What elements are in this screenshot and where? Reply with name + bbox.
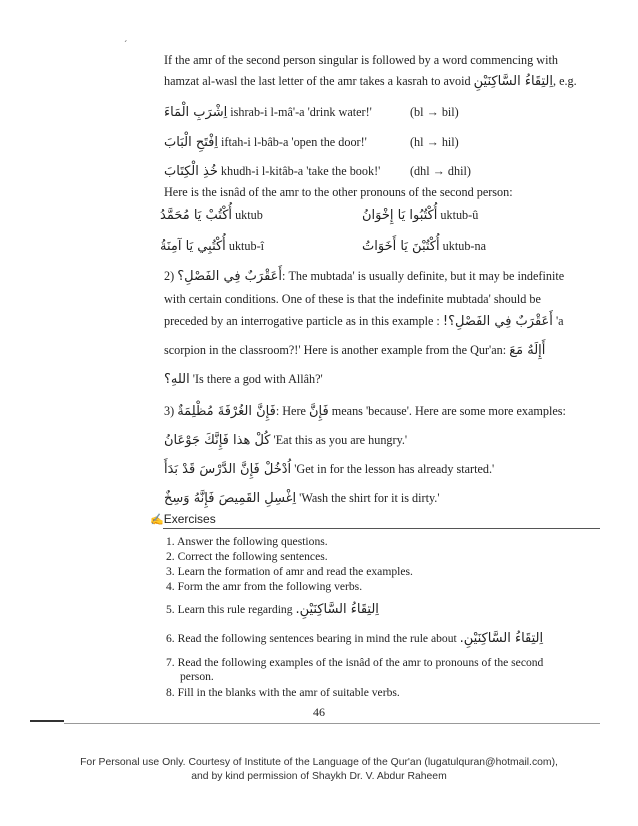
conjugation-arabic: أُكْتُبُوا يَا إِخْوَانُ [362, 208, 438, 223]
section-2-line-2: with certain conditions. One of these is that the indefinite mubtada' should be [164, 292, 541, 306]
conjugation-arabic: أُكْتُبِي يَا آمِنَةُ [160, 239, 226, 254]
exercise-item-text: 6. Read the following sentences bearing in mind the rule about [166, 632, 457, 645]
example-rule: (dhl → dhil) [410, 164, 471, 178]
exercise-item: 2. Correct the following sentences. [166, 550, 328, 563]
section-2-translation: 'Is there a god with Allâh?' [192, 372, 323, 386]
section-3-example-text: 'Eat this as you are hungry.' [273, 433, 408, 447]
section-2-quran-arabic: أَإِلَهٌ مَعَ [509, 343, 546, 358]
section-2-arabic: أَعَقْرَبٌ فِي الفَصْلِ؟ [177, 269, 283, 284]
intro-line-1: If the amr of the second person singular is followed by a word commencing with [164, 53, 558, 67]
example-text: iftah-i l-bâb-a 'open the door!' [221, 135, 367, 149]
example-text: khudh-i l-kitâb-a 'take the book!' [220, 164, 381, 178]
exercises-heading [150, 512, 216, 526]
section-3-text: means 'because'. Here are some more examples: [331, 404, 566, 418]
intro-line-2-text: hamzat al-wasl the last letter of the amr takes a kasrah to avoid [164, 74, 471, 88]
section-2-line-1 [164, 268, 564, 285]
example-rule: (bl → bil) [410, 105, 459, 119]
section-2-quran-arabic: اللهِ؟ [164, 372, 190, 387]
intro-eg: , e.g. [553, 74, 577, 88]
conjugation-translit: uktub-û [440, 208, 479, 222]
conjugation-translit: uktub-na [442, 239, 486, 253]
section-3-text: : Here [275, 404, 306, 418]
intro-arabic-term: اِلتِقَاءُ السَّاكِنَيْنِ [473, 74, 553, 89]
conjugation-cell [160, 238, 264, 255]
stray-mark: ´ [124, 40, 128, 51]
left-rule-mark [30, 720, 64, 722]
exercise-item: 8. Fill in the blanks with the amr of suitable verbs. [166, 686, 400, 699]
section-3-arabic: فَإِنَّ الغُرْفَةَ مُظْلِمَةٌ [177, 404, 276, 419]
conjugation-cell [362, 207, 478, 224]
exercises-title: Exercises [163, 512, 216, 526]
section-2-line-5 [164, 371, 323, 388]
exercise-item: 7. Read the following examples of the isnâd of the amr to pronouns of the second [166, 656, 544, 669]
example-arabic: اِشْرَبِ الْمَاءَ [164, 105, 228, 120]
section-3-example [164, 432, 407, 449]
pencil-icon: ✍ [150, 514, 164, 526]
footer-line-2: and by kind permission of Shaykh Dr. V. Abdur Raheem [191, 771, 447, 782]
example-row-2 [164, 134, 367, 151]
section-2-line-3 [164, 313, 564, 330]
section-3-arabic-word: فَإِنَّ [308, 404, 329, 419]
exercise-item: 3. Learn the formation of amr and read the examples. [166, 565, 413, 578]
exercise-item: 1. Answer the following questions. [166, 535, 328, 548]
conjugation-arabic: أُكْتُبْنَ يَا أَخَوَاتُ [362, 239, 440, 254]
section-2-arabic-example: أَعَقْرَبٌ فِي الفَصْلِ؟! [442, 314, 553, 329]
conjugation-cell [362, 238, 486, 255]
exercises-divider [163, 528, 600, 529]
section-number: 3) [164, 404, 175, 418]
section-3-example-arabic: كُلْ هذا فَإِنَّكَ جَوْعَانُ [164, 433, 271, 448]
conjugation-translit: uktub [235, 208, 263, 222]
exercise-item-text: 5. Learn this rule regarding [166, 603, 293, 616]
example-rule: (hl → hil) [410, 135, 459, 149]
exercise-item-arabic: اِلتِقَاءُ السَّاكِنَيْنِ. [295, 602, 379, 617]
example-row-3 [164, 163, 380, 180]
section-2-text: : The mubtada' is usually definite, but it may be indefinite [282, 269, 565, 283]
section-2-text: preceded by an interrogative particle as in this example : [164, 314, 440, 328]
conjugation-arabic: أُكْتُبْ يَا مُحَمَّدُ [160, 208, 233, 223]
example-row-1 [164, 104, 372, 121]
isnad-intro: Here is the isnâd of the amr to the other pronouns of the second person: [164, 185, 513, 199]
conjugation-translit: uktub-î [228, 239, 265, 253]
example-arabic: خُذِ الْكِتَابَ [164, 164, 218, 179]
exercise-item [166, 603, 379, 617]
section-3-example-text: 'Get in for the lesson has already started.' [294, 462, 495, 476]
section-2-text: scorpion in the classroom?!' Here is another example from the Qur'an: [164, 343, 507, 357]
bottom-rule [64, 723, 600, 724]
section-3-example-text: 'Wash the shirt for it is dirty.' [299, 491, 440, 505]
example-arabic: اِفْتَحِ الْبَابَ [164, 135, 218, 150]
exercise-item [166, 632, 543, 646]
conjugation-cell [160, 207, 263, 224]
exercise-item: 4. Form the amr from the following verbs. [166, 580, 363, 593]
section-2-quote: 'a [555, 314, 564, 328]
example-text: ishrab-i l-mâ'-a 'drink water!' [230, 105, 372, 119]
exercise-item-arabic: اِلتِقَاءُ السَّاكِنَيْنِ. [459, 631, 544, 646]
section-3-example-arabic: اِغْسِلِ القَمِيصَ فَإِنَّهُ وَسِخٌ [164, 491, 297, 506]
exercise-item-continued: person. [180, 670, 214, 683]
footer-line-1: For Personal use Only. Courtesy of Institute of the Language of the Qur'an (lugatulquran@hotmail.com), [80, 757, 558, 768]
section-3-example [164, 490, 440, 507]
section-3-line-1 [164, 403, 566, 420]
intro-line-2 [164, 73, 577, 90]
section-3-example-arabic: اُدْخُلْ فَإِنَّ الدَّرْسَ قَدْ بَدَأَ [164, 462, 292, 477]
section-2-line-4 [164, 342, 545, 359]
page-number: 46 [313, 705, 325, 719]
section-number: 2) [164, 269, 175, 283]
section-3-example [164, 461, 494, 478]
